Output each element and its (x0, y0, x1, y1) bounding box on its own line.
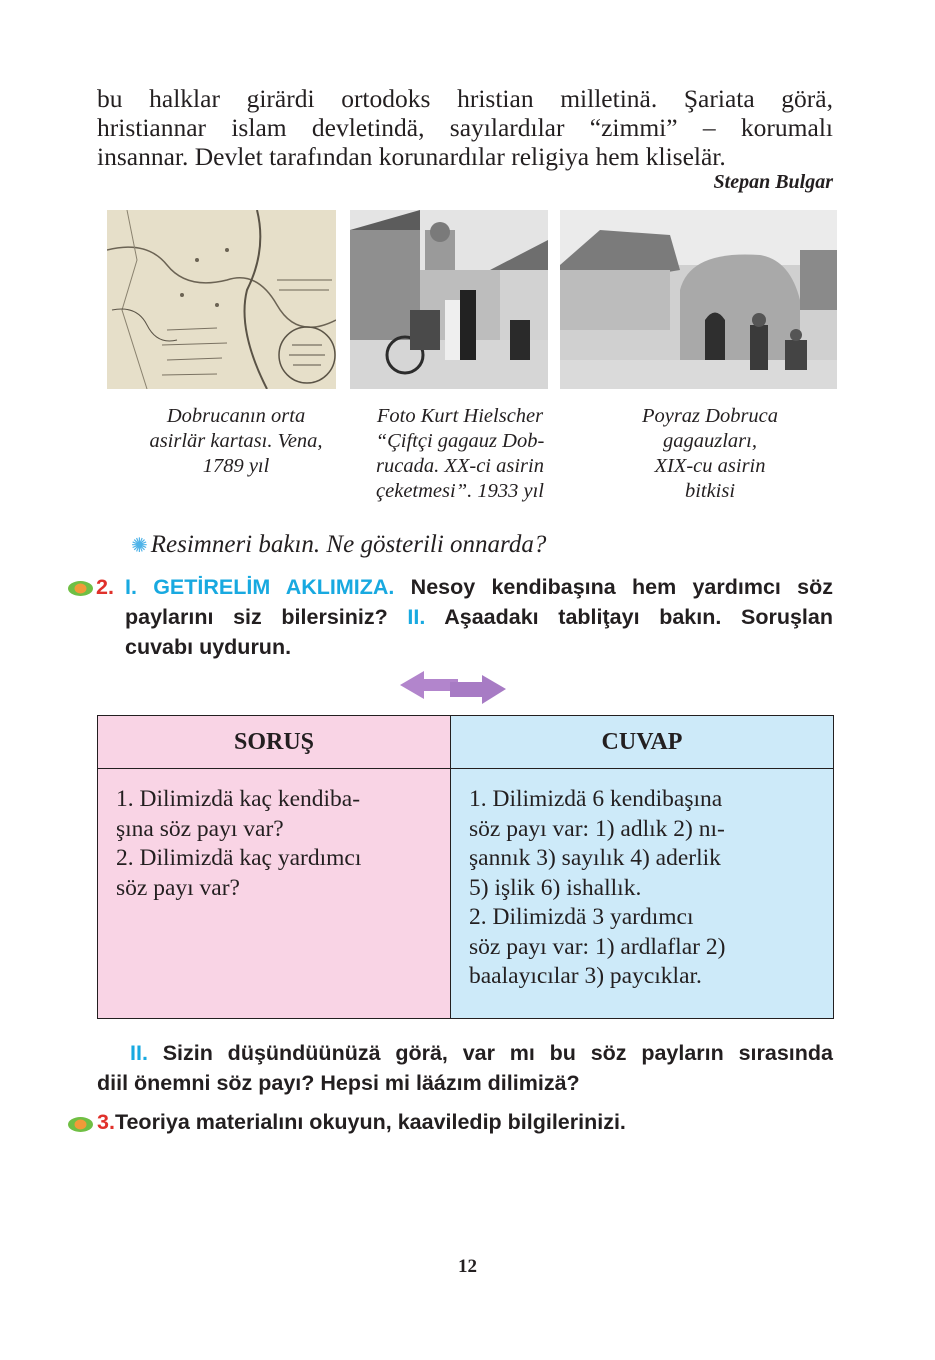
task-bullet-icon (67, 580, 94, 597)
figure-caption: Poyraz Dobruca gagauzları, XIX-cu asirin bitkisi (641, 405, 779, 502)
sparkle-icon: ✺ (131, 535, 148, 557)
author-name: Stepan Bulgar (713, 171, 833, 193)
question-2: II. Sizin düşündüünüzä görä, var mı bu söz payların sırasında diil önemni söz payı? Hepsi mi läázım dilimizä? (97, 1041, 833, 1095)
picture-prompt: ✺ Resimneri bakın. Ne gösterili onnarda? (131, 531, 547, 558)
intro-line: bu halklar girärdi ortodoks hristian milletinä. Şariata görä, (97, 84, 833, 113)
photo-cart-image (350, 210, 548, 389)
task-bullet-icon (67, 1116, 94, 1133)
task-2: I. GETİRELİM AKLIMIZA. Nesoy kendibaşına hem yardımcı söz paylarını siz bilersiniz? II. Aşaadakı tabliţayı bakın. Soruşlan cuvabı uydurun. (125, 575, 833, 659)
task-3: 3.Teoriya materialını okuyun, kaaviledip bilgilerinizi. (97, 1110, 626, 1134)
question-answer-table (97, 715, 834, 1019)
page-number: 12 (458, 1256, 477, 1277)
double-arrow-icon (400, 669, 508, 707)
answer-cell: 1. Dilimizdä 6 kendibaşına söz payı var: 1) adlık 2) nı- şannık 3) sayılık 4) aderlik 5) işlik 6) ishallık. 2. Dilimizdä 3 yardımcı söz payı var: 1) ardlaflar 2) baalayıcılar 3) paycıklar. (451, 769, 834, 1019)
task-heading: I. GETİRELİM AKLIMIZA. (125, 575, 395, 599)
intro-paragraph (97, 84, 833, 171)
intro-line: insannar. Devlet tarafından korunardılar religiya hem kliselär. (97, 142, 726, 171)
question-cell: 1. Dilimizdä kaç kendiba- şına söz payı var? 2. Dilimizdä kaç yardımcı söz payı var? (98, 769, 451, 1019)
question-header: SORUŞ (98, 716, 451, 769)
task-number: 3. (97, 1110, 115, 1134)
photo-village-image (560, 210, 837, 389)
task-number: 2. (96, 575, 114, 599)
intro-line: hristiannar islam devletindä, sayılardılar “zimmi” – korumalı (97, 113, 833, 142)
map-image (107, 210, 336, 389)
figure-caption: Foto Kurt Hielscher “Çiftçi gagauz Dob- rucada. XX-ci asirin çeketmesi”. 1933 yıl (375, 405, 545, 502)
figure-caption: Dobrucanın orta asirlär kartası. Vena, 1789 yıl (149, 405, 323, 477)
answer-header: CUVAP (451, 716, 834, 769)
